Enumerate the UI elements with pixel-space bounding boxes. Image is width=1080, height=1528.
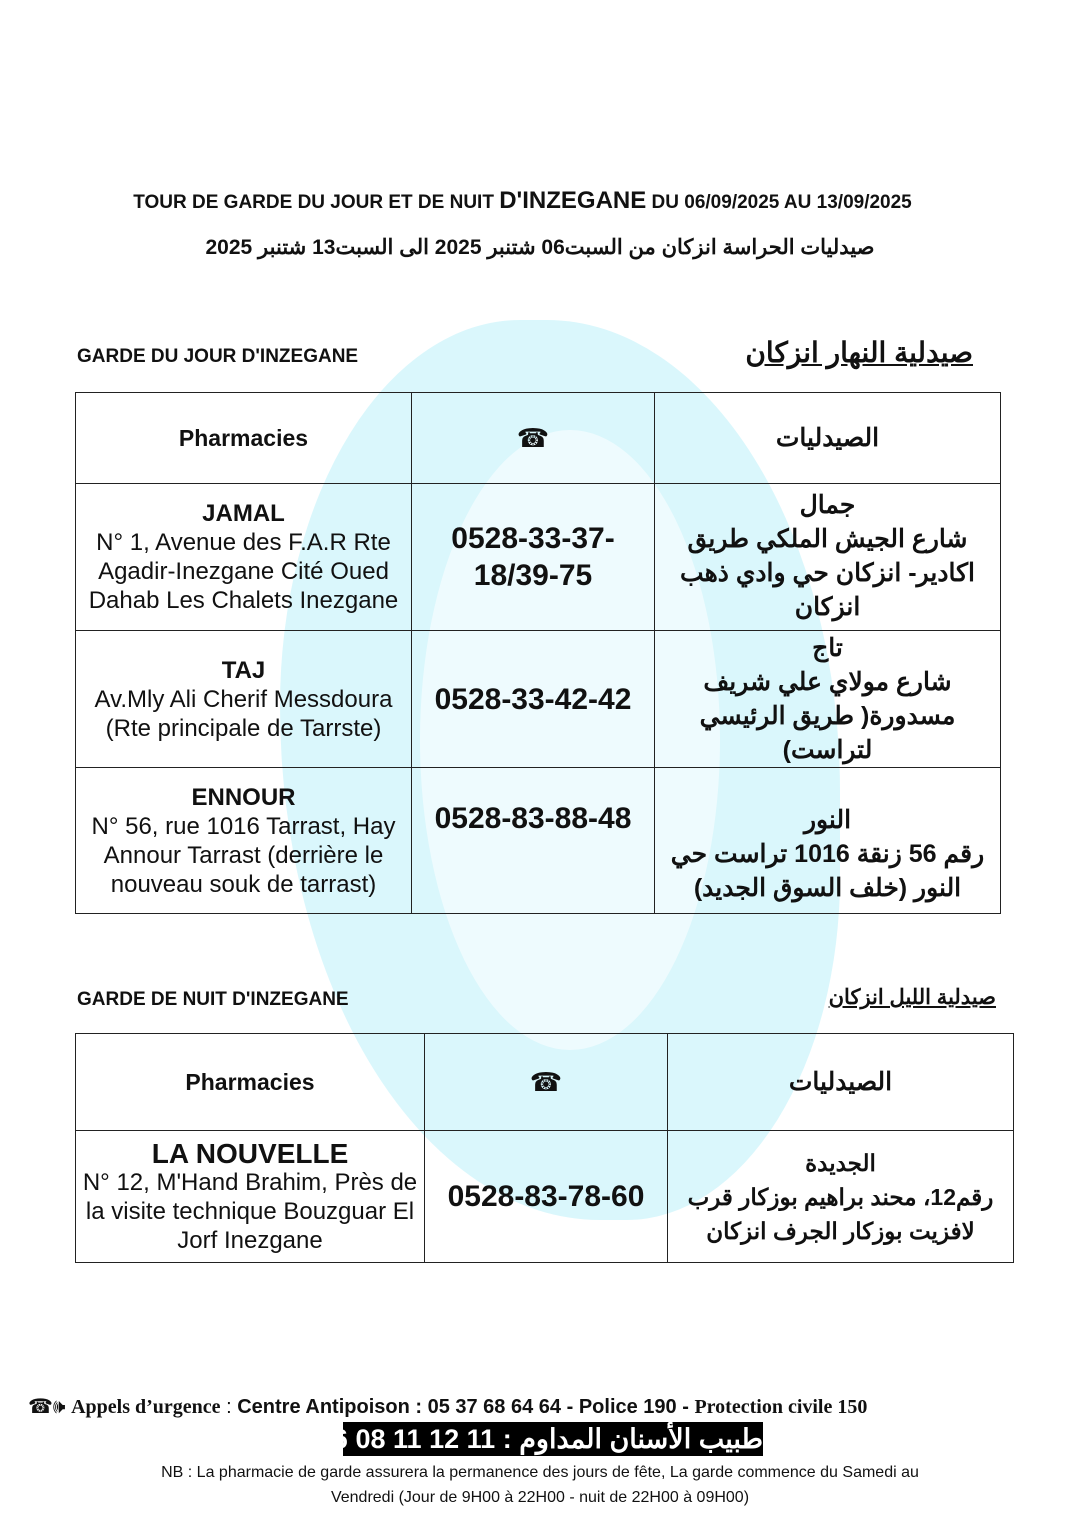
pharmacy-address-ar: رقم 56 زنقة 1016 تراست حي النور (خلف السوق الجديد) <box>670 840 985 902</box>
pharmacy-name-ar: النور <box>803 806 852 834</box>
phone-icon: ☎ <box>412 393 655 484</box>
pharmacy-name-ar: جمال <box>799 491 856 519</box>
night-section-label: GARDE DE NUIT D'INZEGANE <box>77 989 349 1010</box>
pharmacy-address-ar: رقم12، محند براهيم بوزكار قرب لافزيت بوزكار الجرف انزكان <box>687 1183 994 1244</box>
col-pharmacies: Pharmacies <box>76 393 412 484</box>
table-row <box>76 1131 1014 1263</box>
document-title-ar: صيدليات الحراسة انزكان من السبت06 شتنبر 2025 الى السبت13 شتنبر 2025 <box>205 236 875 259</box>
pharmacy-address-ar: شارع الجيش الملكي طريق اكادير- انزكان حي وادي ذهب انزكان <box>680 525 975 621</box>
note-line-1: NB : La pharmacie de garde assurera la permanence des jours de fête, La garde commence du Samedi au <box>161 1464 919 1481</box>
pharmacy-name-ar: تاج <box>812 634 843 662</box>
table-row <box>76 768 1001 914</box>
pharmacy-address: N° 1, Avenue des F.A.R Rte Agadir-Inezgane Cité Oued Dahab Les Chalets Inezgane <box>88 529 399 614</box>
col-pharmacies-ar: الصيدليات <box>655 393 1001 484</box>
pharmacy-name: LA NOUVELLE <box>151 1137 349 1169</box>
table-row <box>76 631 1001 768</box>
day-pharmacy-table <box>75 392 1001 914</box>
pharmacy-name-ar: الجديدة <box>805 1149 876 1176</box>
col-pharmacies: Pharmacies <box>76 1034 425 1131</box>
document-titles <box>0 184 1080 262</box>
pharmacy-phone: 0528-33-37-18/39-75 <box>412 484 655 631</box>
document-title <box>0 184 1080 220</box>
civil-protection-number: Protection civile 150 <box>694 1396 868 1418</box>
phone-icon: ☎ <box>425 1034 668 1131</box>
title-city: D'INZEGANE <box>499 187 647 214</box>
table-header-row <box>76 393 1001 484</box>
day-section-label-ar: صيدلية النهار انزكان <box>745 337 973 368</box>
pharmacy-name: TAJ <box>221 656 266 684</box>
police-number: Police 190 - <box>578 1396 689 1418</box>
night-pharmacy-table <box>75 1033 1014 1263</box>
separator: : <box>226 1396 232 1418</box>
title-dates: DU 06/09/2025 AU 13/09/2025 <box>651 192 912 213</box>
pharmacy-phone: 0528-33-42-42 <box>412 631 655 768</box>
pharmacy-phone: 0528-83-88-48 <box>412 768 655 914</box>
night-section-label-ar: صيدلية الليل انزكان <box>828 986 996 1009</box>
note <box>0 1460 1080 1510</box>
on-call-dentist: طبيب الأسنان المداوم : 11 12 11 08 06 <box>317 1424 763 1454</box>
pharmacy-name: JAMAL <box>202 500 285 527</box>
pharmacy-address: N° 56, rue 1016 Tarrast, Hay Annour Tarrast (derrière le nouveau souk de tarrast) <box>91 812 396 898</box>
phone-speaker-icon: ☎🕪 <box>28 1396 66 1418</box>
pharmacy-address: Av.Mly Ali Cherif Messdoura (Rte principale de Tarrste) <box>94 685 393 742</box>
emergency-calls <box>28 1395 867 1419</box>
emergency-label: Appels d’urgence <box>71 1396 221 1418</box>
day-section-label: GARDE DU JOUR D'INZEGANE <box>77 346 359 367</box>
pharmacy-name: ENNOUR <box>191 783 296 811</box>
col-pharmacies-ar: الصيدليات <box>668 1034 1014 1131</box>
table-row <box>76 484 1001 631</box>
title-prefix: TOUR DE GARDE DU JOUR ET DE NUIT <box>133 192 494 213</box>
pharmacy-phone: 0528-83-78-60 <box>425 1131 668 1263</box>
antipoison-number: Centre Antipoison : 05 37 68 64 64 - <box>237 1396 574 1418</box>
pharmacy-address-ar: شارع مولاي علي شريف مسدورة( طريق الرئيسي لتراست) <box>699 668 956 764</box>
pharmacy-address: N° 12, M'Hand Brahim, Près de la visite technique Bouzguar El Jorf Inezgane <box>82 1168 418 1254</box>
note-line-2: Vendredi (Jour de 9H00 à 22H00 - nuit de 22H00 à 09H00) <box>330 1489 750 1506</box>
table-header-row <box>76 1034 1014 1131</box>
